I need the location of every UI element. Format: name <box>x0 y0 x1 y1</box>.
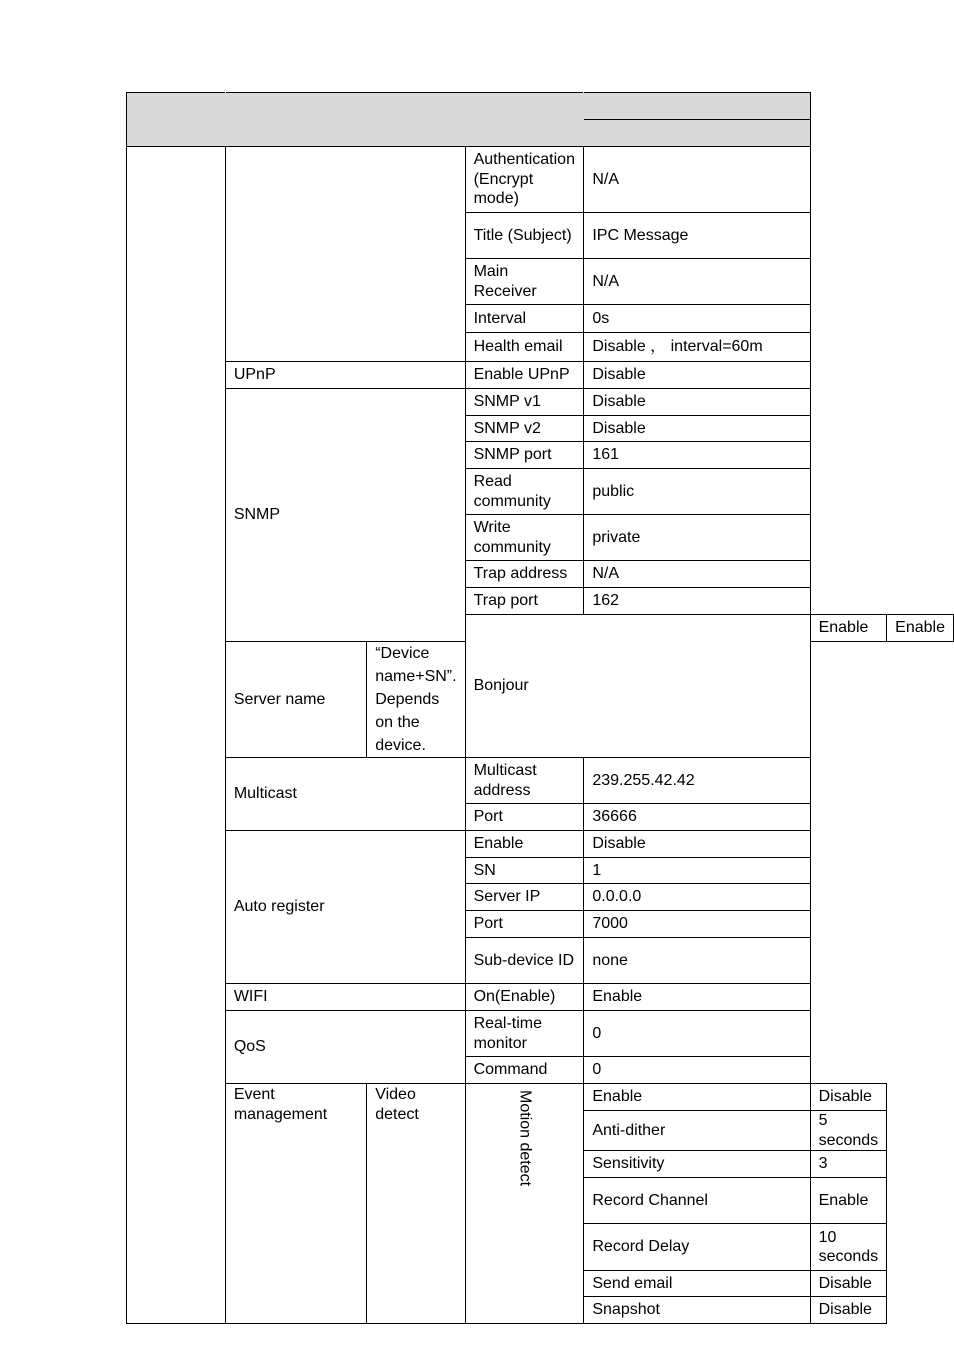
param-value: Enable <box>584 984 810 1011</box>
group-label-auto-register: Auto register <box>225 831 465 984</box>
param-name: Trap address <box>465 561 584 588</box>
param-name: SN <box>465 858 584 884</box>
param-value: 0s <box>584 305 810 333</box>
header-cell-3a <box>584 93 810 120</box>
header-cell-2 <box>225 93 584 147</box>
header-row <box>127 93 954 120</box>
param-value: 3 <box>810 1151 887 1178</box>
param-name: Enable <box>810 615 887 642</box>
param-name: On(Enable) <box>465 984 584 1011</box>
param-name: Interval <box>465 305 584 333</box>
table-row <box>127 362 954 389</box>
motion-detect-vertical-text: Motion detect <box>516 1090 534 1187</box>
param-name: Port <box>465 911 584 938</box>
header-cell-3b <box>584 120 810 147</box>
param-name: Read community <box>465 469 584 515</box>
server-name-value-line-2: Depends on the device. <box>375 691 440 754</box>
table-row <box>127 758 954 804</box>
group-cell-email <box>225 147 465 362</box>
param-name: Authentication (Encrypt mode) <box>465 147 584 213</box>
param-name: Server IP <box>465 884 584 911</box>
param-name: Title (Subject) <box>465 213 584 259</box>
param-value: Enable <box>887 615 954 642</box>
table-row <box>127 1084 954 1111</box>
param-value: 36666 <box>584 804 810 831</box>
param-value: Disable <box>584 831 810 858</box>
param-name: Trap port <box>465 588 584 615</box>
table-row <box>127 984 954 1011</box>
param-value: public <box>584 469 810 515</box>
param-name: Multicast address <box>465 758 584 804</box>
param-name: Sensitivity <box>584 1151 810 1178</box>
param-value: N/A <box>584 259 810 305</box>
param-name: Anti-dither <box>584 1111 810 1151</box>
param-value: 1 <box>584 858 810 884</box>
param-name: Record Channel <box>584 1178 810 1224</box>
param-name: Main Receiver <box>465 259 584 305</box>
table-row <box>127 389 954 416</box>
param-value: none <box>584 938 810 984</box>
param-value: 5 seconds <box>810 1111 887 1151</box>
param-name: Enable UPnP <box>465 362 584 389</box>
header-cell-1 <box>127 93 226 147</box>
param-value: Disable <box>810 1297 887 1324</box>
param-name: Write community <box>465 515 584 561</box>
param-name: Send email <box>584 1271 810 1297</box>
param-name: Sub-device ID <box>465 938 584 984</box>
table-row <box>127 1011 954 1057</box>
table-row <box>127 831 954 858</box>
param-value: Disable <box>810 1271 887 1297</box>
param-value: 7000 <box>584 911 810 938</box>
param-value: IPC Message <box>584 213 810 259</box>
param-value: 161 <box>584 442 810 469</box>
param-value <box>367 642 465 758</box>
group-label-bonjour: Bonjour <box>465 615 810 758</box>
group-label-video-detect: Video detect <box>367 1084 465 1324</box>
group-label-multicast: Multicast <box>225 758 465 831</box>
param-value: 162 <box>584 588 810 615</box>
param-value: 0 <box>584 1011 810 1057</box>
table-row <box>127 147 954 213</box>
server-name-value-line-1: “Device name+SN”. <box>375 645 457 685</box>
param-name: SNMP port <box>465 442 584 469</box>
param-name: Snapshot <box>584 1297 810 1324</box>
param-value: private <box>584 515 810 561</box>
param-value: 239.255.42.42 <box>584 758 810 804</box>
category-cell-network <box>127 147 226 1324</box>
param-name: Real-time monitor <box>465 1011 584 1057</box>
param-value: Disable <box>584 389 810 416</box>
group-label-qos: QoS <box>225 1011 465 1084</box>
param-value: 10 seconds <box>810 1224 887 1271</box>
param-name: SNMP v1 <box>465 389 584 416</box>
param-value: Disable <box>584 362 810 389</box>
group-label-upnp: UPnP <box>225 362 465 389</box>
group-label-snmp: SNMP <box>225 389 465 642</box>
param-name: Port <box>465 804 584 831</box>
param-value: N/A <box>584 147 810 213</box>
param-value: 0.0.0.0 <box>584 884 810 911</box>
category-label-event-management: Event management <box>225 1084 366 1324</box>
settings-table <box>126 92 954 1324</box>
param-value: Disable ， interval=60m <box>584 333 810 362</box>
param-value: 0 <box>584 1057 810 1084</box>
param-value: Disable <box>584 416 810 442</box>
param-name: SNMP v2 <box>465 416 584 442</box>
group-label-wifi: WIFI <box>225 984 465 1011</box>
param-name: Enable <box>465 831 584 858</box>
param-name: Record Delay <box>584 1224 810 1271</box>
param-value: Enable <box>810 1178 887 1224</box>
subgroup-label-motion-detect <box>465 1084 584 1324</box>
param-name: Enable <box>584 1084 810 1111</box>
param-value: N/A <box>584 561 810 588</box>
param-name: Health email <box>465 333 584 362</box>
param-value: Disable <box>810 1084 887 1111</box>
param-name: Command <box>465 1057 584 1084</box>
param-name: Server name <box>225 642 366 758</box>
